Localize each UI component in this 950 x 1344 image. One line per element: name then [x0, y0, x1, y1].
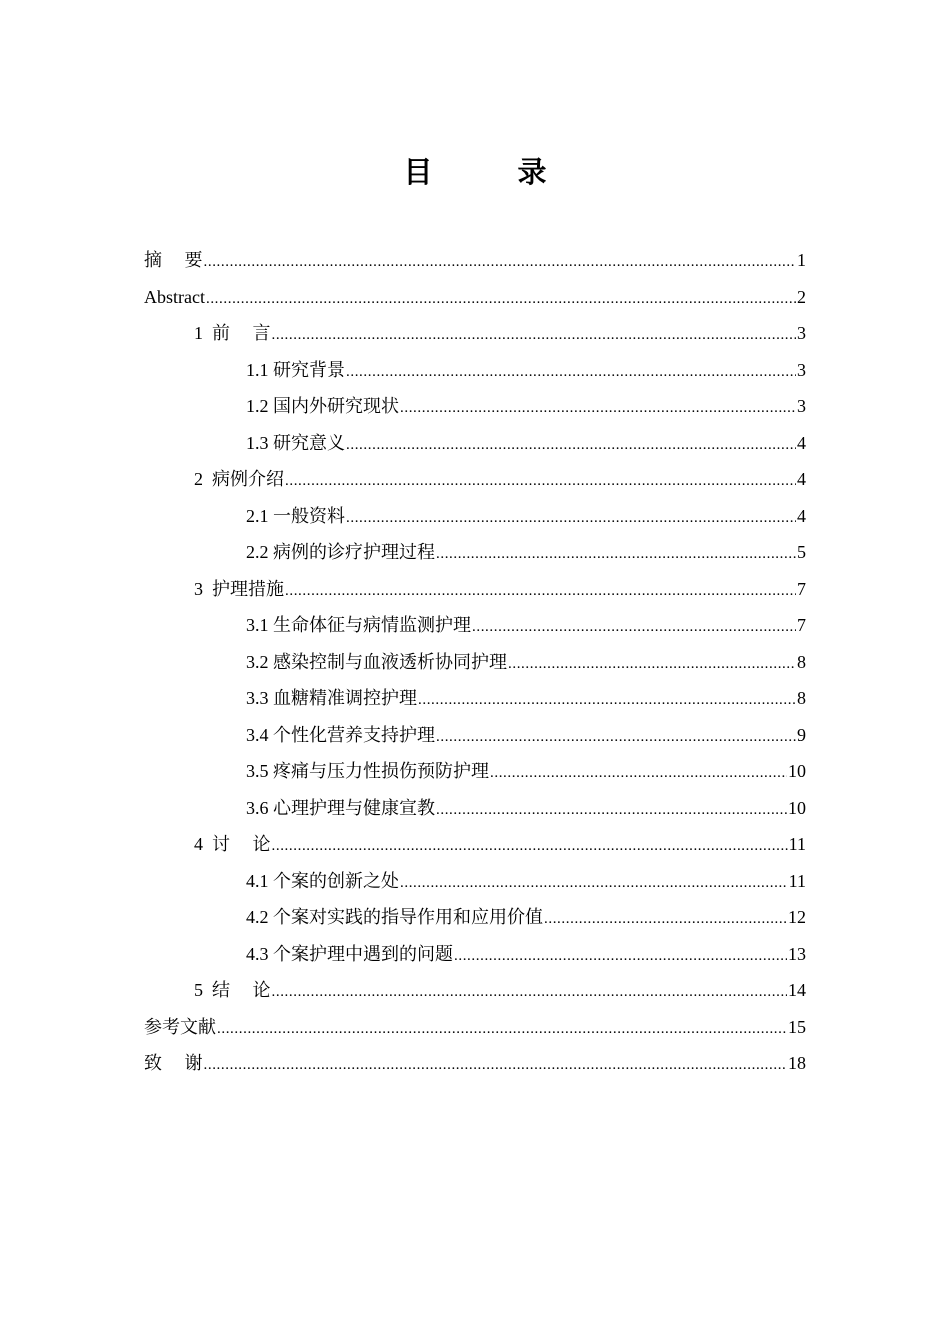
toc-dot-leader	[436, 719, 796, 754]
toc-dot-leader	[400, 390, 796, 425]
toc-entry[interactable]	[144, 753, 806, 790]
toc-entry[interactable]	[144, 607, 806, 644]
toc-page-number: 13	[788, 943, 806, 964]
toc-dot-leader	[544, 901, 787, 936]
toc-dot-leader	[204, 1047, 788, 1082]
toc-page-number: 1	[797, 250, 806, 270]
toc-dot-leader	[508, 646, 796, 681]
toc-page-number: 14	[788, 980, 806, 1000]
toc-entry[interactable]	[144, 790, 806, 827]
toc-dot-leader	[346, 427, 796, 462]
toc-entry[interactable]	[144, 279, 806, 316]
toc-entry-label: 3.6 心理护理与健康宣教	[246, 797, 435, 818]
toc-entry[interactable]	[144, 498, 806, 535]
toc-entry[interactable]	[144, 534, 806, 571]
toc-dot-leader	[206, 281, 796, 316]
toc-entry[interactable]	[144, 826, 806, 863]
toc-entry-label: 4.1 个案的创新之处	[246, 870, 399, 891]
toc-page-number: 8	[797, 688, 806, 708]
toc-dot-leader	[272, 317, 797, 352]
toc-page-number: 5	[797, 542, 806, 562]
toc-entry-label: 5 结 论	[194, 980, 271, 1000]
toc-dot-leader	[418, 682, 796, 717]
toc-dot-leader	[346, 354, 796, 389]
toc-dot-leader	[400, 865, 788, 900]
toc-entry-label: 4.3 个案护理中遇到的问题	[246, 943, 453, 964]
toc-dot-leader	[472, 609, 796, 644]
toc-dot-leader	[285, 463, 796, 498]
toc-page-number: 9	[797, 724, 806, 745]
toc-entry[interactable]	[144, 936, 806, 973]
toc-entry-label: 3.4 个性化营养支持护理	[246, 724, 435, 745]
toc-entry[interactable]	[144, 972, 806, 1009]
toc-page-number: 4	[797, 505, 806, 526]
toc-dot-leader	[436, 792, 787, 827]
toc-page-number: 10	[788, 797, 806, 818]
toc-page-number: 18	[788, 1053, 806, 1073]
toc-page-number: 4	[797, 469, 806, 489]
toc-page-number: 11	[788, 870, 806, 891]
toc-entry-label: 1.1 研究背景	[246, 359, 345, 380]
toc-page-number: 3	[797, 359, 806, 380]
toc-entry-label: 2 病例介绍	[194, 469, 284, 489]
toc-entry[interactable]	[144, 717, 806, 754]
toc-dot-leader	[272, 974, 788, 1009]
toc-page-number: 11	[788, 834, 806, 854]
toc-page-number: 8	[797, 651, 806, 672]
toc-entry[interactable]	[144, 352, 806, 389]
toc-page-number: 12	[788, 907, 806, 927]
toc-entry[interactable]	[144, 1045, 806, 1082]
toc-entry[interactable]	[144, 242, 806, 279]
toc-page-number: 4	[797, 432, 806, 453]
toc-entry[interactable]	[144, 425, 806, 462]
toc-entry-label: 1.3 研究意义	[246, 432, 345, 453]
toc-entry-label: 参考文献	[144, 1016, 216, 1037]
toc-page-number: 10	[788, 761, 806, 781]
toc-dot-leader	[346, 500, 796, 535]
toc-entry-label: 1.2 国内外研究现状	[246, 396, 399, 416]
toc-dot-leader	[272, 828, 788, 863]
toc-entry-label: 4.2 个案对实践的指导作用和应用价值	[246, 907, 543, 927]
toc-entry-label: 3 护理措施	[194, 578, 284, 599]
toc-page-number: 3	[797, 396, 806, 416]
table-of-contents	[144, 242, 806, 1082]
toc-entry-label: 3.3 血糖精准调控护理	[246, 688, 417, 708]
toc-page-number: 15	[788, 1016, 806, 1037]
toc-entry-label: 2.1 一般资料	[246, 505, 345, 526]
toc-page-number: 7	[797, 615, 806, 635]
toc-entry[interactable]	[144, 315, 806, 352]
toc-entry[interactable]	[144, 644, 806, 681]
toc-dot-leader	[490, 755, 787, 790]
toc-entry[interactable]	[144, 863, 806, 900]
toc-dot-leader	[217, 1011, 787, 1046]
toc-entry[interactable]	[144, 461, 806, 498]
toc-entry[interactable]	[144, 388, 806, 425]
toc-entry-label: 致 谢	[144, 1053, 203, 1073]
toc-dot-leader	[285, 573, 796, 608]
toc-entry-label: 2.2 病例的诊疗护理过程	[246, 542, 435, 562]
toc-entry[interactable]	[144, 571, 806, 608]
toc-dot-leader	[204, 244, 797, 279]
toc-entry-label: Abstract	[144, 286, 205, 307]
toc-entry-label: 3.1 生命体征与病情监测护理	[246, 615, 471, 635]
toc-page-number: 3	[797, 323, 806, 343]
toc-page-number: 2	[797, 286, 806, 307]
toc-page-number: 7	[797, 578, 806, 599]
page-title: 目 录	[403, 155, 575, 189]
toc-entry-label: 4 讨 论	[194, 834, 271, 854]
toc-entry[interactable]	[144, 1009, 806, 1046]
toc-entry-label: 摘 要	[144, 250, 203, 270]
toc-entry[interactable]	[144, 680, 806, 717]
toc-dot-leader	[436, 536, 796, 571]
toc-dot-leader	[454, 938, 787, 973]
toc-entry[interactable]	[144, 899, 806, 936]
toc-entry-label: 1 前 言	[194, 323, 271, 343]
toc-entry-label: 3.2 感染控制与血液透析协同护理	[246, 651, 507, 672]
toc-entry-label: 3.5 疼痛与压力性损伤预防护理	[246, 761, 489, 781]
